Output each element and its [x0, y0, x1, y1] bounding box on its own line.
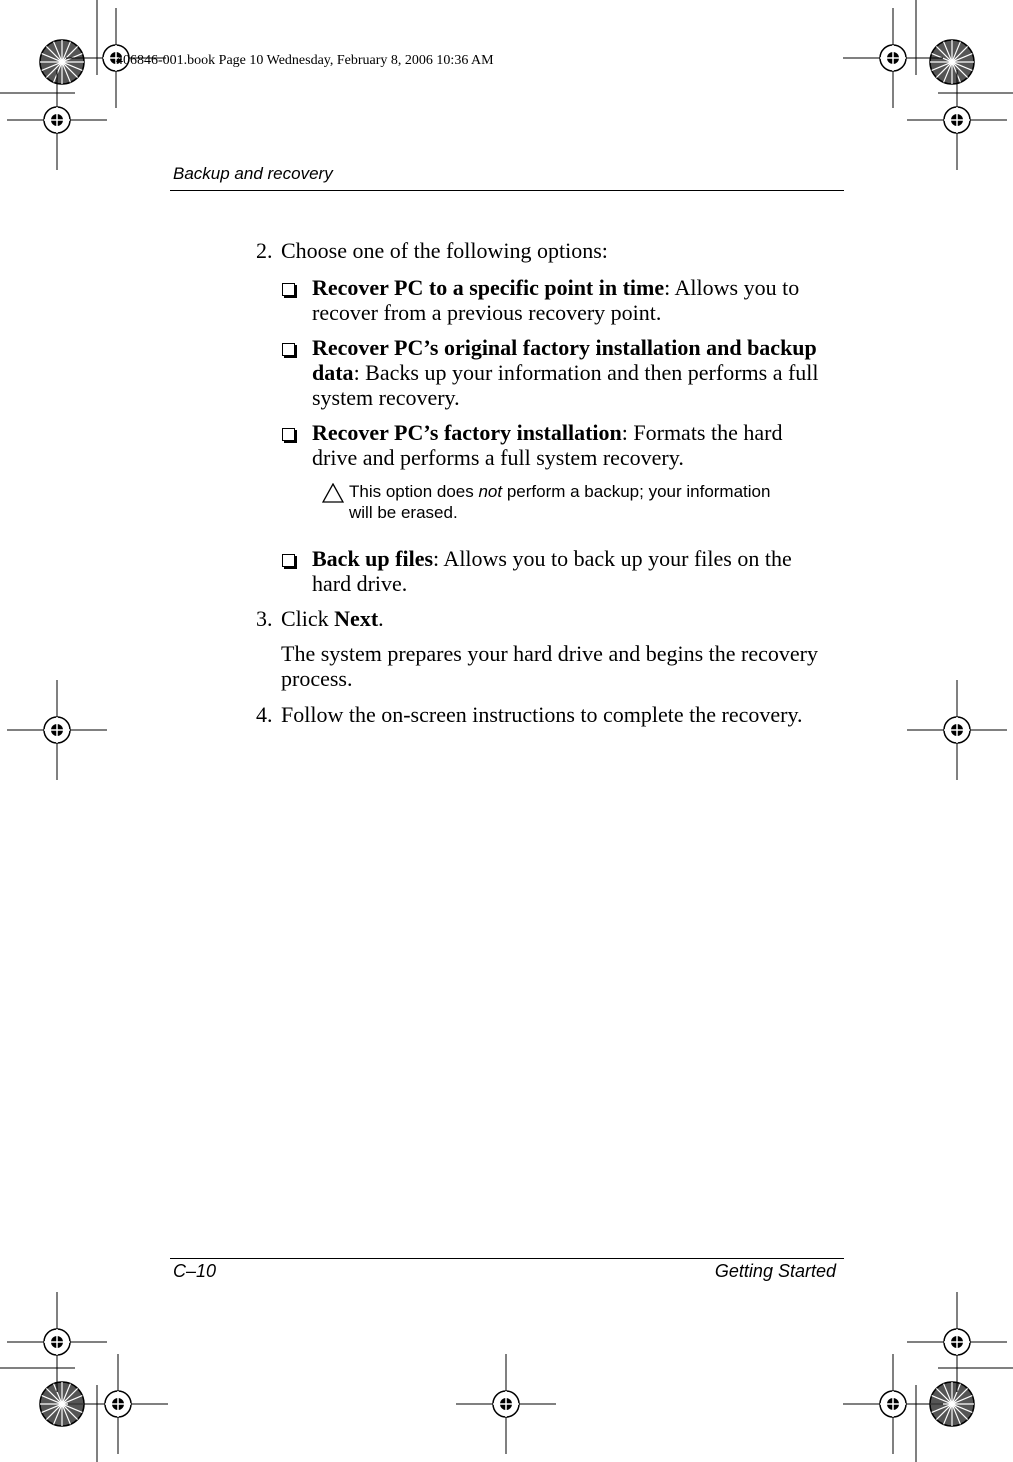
- footer-book-title: Getting Started: [714, 1261, 836, 1281]
- step-4-number: 4.: [256, 702, 273, 727]
- crosshair-right-upper: [907, 70, 1007, 170]
- running-header-title: Backup and recovery: [173, 164, 333, 183]
- step-2-number: 2.: [256, 238, 273, 263]
- option-bullet: [282, 428, 295, 441]
- crosshair-top-right: [843, 8, 943, 108]
- option-desc-line: system recovery.: [312, 385, 460, 410]
- step-3-number: 3.: [256, 606, 273, 631]
- crosshair-bottom-right: [843, 1354, 943, 1454]
- crosshair-left-middle: [7, 680, 107, 780]
- caution-text: This option does: [349, 482, 479, 501]
- step-3-pre: Click: [281, 606, 335, 631]
- caution-text-line: will be erased.: [349, 503, 458, 522]
- option-back-up-files: [312, 546, 852, 596]
- step-3-description: [281, 641, 851, 691]
- step-3-text: [281, 606, 384, 631]
- option-desc-line: hard drive.: [312, 571, 408, 596]
- step-2-text: Choose one of the following options:: [281, 238, 608, 263]
- option-title: Recover PC’s factory installation: [312, 420, 622, 445]
- option-desc: : Allows you to back up your files on the: [433, 546, 792, 571]
- crosshair-left-upper: [7, 70, 107, 170]
- caution-text-rest: perform a backup; your information: [502, 482, 771, 501]
- option-desc-line: drive and performs a full system recovery.: [312, 445, 684, 470]
- option-bullet: [282, 343, 295, 356]
- crosshair-bottom-left: [68, 1354, 168, 1454]
- option-bullet: [282, 283, 295, 296]
- footer-rule: [170, 1258, 844, 1259]
- caution-icon: [322, 483, 344, 503]
- crosshair-right-lower: [907, 1292, 1007, 1392]
- caution-emphasis: not: [478, 482, 503, 501]
- step-3-desc-line: process.: [281, 666, 353, 691]
- crosshair-bottom-center: [456, 1354, 556, 1454]
- option-recover-factory-installation: [312, 420, 852, 470]
- option-title: Back up files: [312, 546, 434, 571]
- step-3-desc-line: The system prepares your hard drive and begins the recovery: [281, 641, 818, 666]
- option-desc-line: recover from a previous recovery point.: [312, 300, 662, 325]
- option-title-cont: data: [312, 360, 354, 385]
- step-4-text: Follow the on-screen instructions to complete the recovery.: [281, 702, 803, 727]
- crosshair-left-lower: [7, 1292, 107, 1392]
- option-desc: : Allows you to: [664, 275, 800, 300]
- step-3-post: .: [378, 606, 384, 631]
- registration-star-top-left: [40, 40, 84, 84]
- next-label: Next: [334, 606, 379, 631]
- option-title: Recover PC’s original factory installation and backup: [312, 335, 817, 360]
- header-rule: [170, 190, 844, 191]
- option-recover-point-in-time: [312, 275, 852, 325]
- option-desc: : Formats the hard: [621, 420, 783, 445]
- option-recover-original-factory-and-backup: [312, 335, 852, 410]
- option-bullet: [282, 554, 295, 567]
- option-desc: : Backs up your information and then performs a full: [353, 360, 819, 385]
- footer-page-number: C–10: [173, 1261, 217, 1281]
- caution-note: [349, 481, 819, 523]
- crosshair-right-middle: [907, 680, 1007, 780]
- option-title: Recover PC to a specific point in time: [312, 275, 665, 300]
- registration-star-top-right: [930, 40, 974, 84]
- print-info: 406846-001.book Page 10 Wednesday, February 8, 2006 10:36 AM: [116, 53, 494, 68]
